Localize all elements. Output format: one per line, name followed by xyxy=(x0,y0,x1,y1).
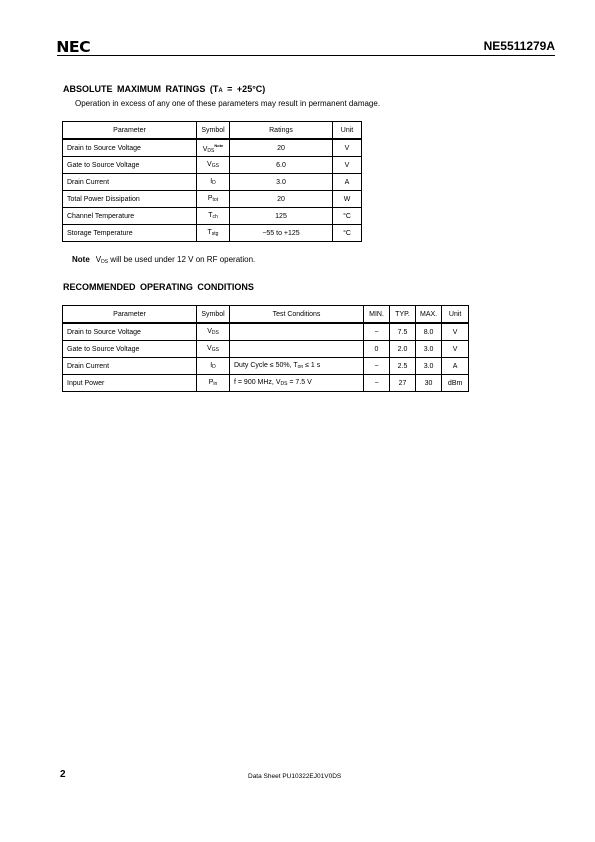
symbol-cell xyxy=(197,157,230,174)
col-header-min: MIN. xyxy=(364,306,390,324)
symbol-text: P xyxy=(208,379,214,386)
typ-cell: 7.5 xyxy=(390,323,416,341)
max-cell: 3.0 xyxy=(416,358,442,375)
col-header-unit: Unit xyxy=(442,306,469,324)
col-header-symbol: Symbol xyxy=(197,306,230,324)
abs-max-title-prefix: ABSOLUTE MAXIMUM RATINGS (T xyxy=(63,84,219,94)
symbol-cell xyxy=(197,139,230,157)
symbol-subscript: D xyxy=(212,364,216,370)
unit-cell: V xyxy=(442,341,469,358)
rating-cell: 20 xyxy=(230,139,333,157)
unit-cell: dBm xyxy=(442,375,469,392)
parameter-cell: Drain Current xyxy=(63,358,197,375)
conditions-subscript: DS xyxy=(280,381,288,387)
test-conditions-cell xyxy=(230,341,364,358)
abs-max-description: Operation in excess of any one of these parameters may result in permanent damage. xyxy=(75,99,381,108)
table-row xyxy=(63,323,469,341)
table-row xyxy=(63,139,362,157)
typ-cell: 2.5 xyxy=(390,358,416,375)
parameter-cell: Channel Temperature xyxy=(63,208,197,225)
parameter-cell: Drain to Source Voltage xyxy=(63,323,197,341)
unit-cell: A xyxy=(333,174,362,191)
symbol-cell xyxy=(197,375,230,392)
rating-cell: 125 xyxy=(230,208,333,225)
col-header-parameter: Parameter xyxy=(63,122,197,140)
symbol-subscript: DS xyxy=(211,330,219,336)
table-row xyxy=(63,341,469,358)
rating-cell: 3.0 xyxy=(230,174,333,191)
test-conditions-cell xyxy=(230,358,364,375)
symbol-subscript: in xyxy=(213,381,218,387)
col-header-symbol: Symbol xyxy=(197,122,230,140)
footer-doc-ref: Data Sheet PU10322EJ01V0DS xyxy=(248,773,342,780)
table-row xyxy=(63,191,362,208)
abs-max-table xyxy=(62,121,362,242)
recommended-title: RECOMMENDED OPERATING CONDITIONS xyxy=(63,282,254,292)
symbol-cell xyxy=(197,358,230,375)
rating-cell: 20 xyxy=(230,191,333,208)
parameter-cell: Gate to Source Voltage xyxy=(63,157,197,174)
symbol-cell xyxy=(197,174,230,191)
unit-cell: V xyxy=(333,157,362,174)
unit-cell: W xyxy=(333,191,362,208)
nec-logo: NEC xyxy=(56,38,91,56)
parameter-cell: Gate to Source Voltage xyxy=(63,341,197,358)
min-cell: − xyxy=(364,323,390,341)
symbol-text: V xyxy=(207,328,212,335)
note-superscript: Note xyxy=(214,142,224,148)
symbol-cell xyxy=(197,341,230,358)
table-row xyxy=(63,208,362,225)
min-cell: 0 xyxy=(364,341,390,358)
col-header-parameter: Parameter xyxy=(63,306,197,324)
test-conditions-cell xyxy=(230,375,364,392)
table-row xyxy=(63,358,469,375)
unit-cell: V xyxy=(333,139,362,157)
table-row xyxy=(63,174,362,191)
symbol-text: T xyxy=(207,229,212,236)
symbol-subscript: ch xyxy=(212,214,218,220)
symbol-text: P xyxy=(207,195,213,202)
abs-max-title-sub: A xyxy=(218,88,223,94)
symbol-text: V xyxy=(202,145,208,153)
symbol-subscript: GS xyxy=(211,347,219,353)
parameter-cell: Drain to Source Voltage xyxy=(63,139,197,157)
unit-cell: V xyxy=(442,323,469,341)
table-row xyxy=(63,375,469,392)
symbol-cell xyxy=(197,208,230,225)
parameter-cell: Total Power Dissipation xyxy=(63,191,197,208)
col-header-max: MAX. xyxy=(416,306,442,324)
note-body: will be used under 12 V on RF operation. xyxy=(108,255,256,264)
recommended-header-row xyxy=(63,306,469,324)
symbol-text: V xyxy=(207,161,212,168)
abs-max-title xyxy=(63,84,265,94)
col-header-test-conditions: Test Conditions xyxy=(230,306,364,324)
table-row xyxy=(63,157,362,174)
page-number: 2 xyxy=(60,769,66,780)
unit-cell: °C xyxy=(333,225,362,242)
col-header-ratings: Ratings xyxy=(230,122,333,140)
symbol-text: T xyxy=(208,212,213,219)
symbol-subscript: tot xyxy=(212,197,219,203)
conditions-text-end: ≤ 1 s xyxy=(303,362,321,369)
parameter-cell: Storage Temperature xyxy=(63,225,197,242)
parameter-cell: Drain Current xyxy=(63,174,197,191)
symbol-cell xyxy=(197,191,230,208)
symbol-subscript: stg xyxy=(211,231,219,237)
conditions-subscript: on xyxy=(297,364,304,370)
conditions-text-end: = 7.5 V xyxy=(287,379,312,386)
unit-cell: A xyxy=(442,358,469,375)
max-cell: 8.0 xyxy=(416,323,442,341)
symbol-subscript: DS xyxy=(207,147,215,154)
col-header-unit: Unit xyxy=(333,122,362,140)
parameter-cell: Input Power xyxy=(63,375,197,392)
test-conditions-cell xyxy=(230,323,364,341)
header-rule xyxy=(57,55,555,56)
recommended-table xyxy=(62,305,469,392)
table-row xyxy=(63,225,362,242)
symbol-cell xyxy=(197,323,230,341)
symbol-text: I xyxy=(210,178,213,185)
symbol-subscript: GS xyxy=(211,163,219,169)
rating-cell: −55 to +125 xyxy=(230,225,333,242)
symbol-text: I xyxy=(210,362,213,369)
note-symbol-subscript: DS xyxy=(101,259,109,265)
note-text xyxy=(72,255,255,265)
symbol-subscript: D xyxy=(212,180,216,186)
max-cell: 30 xyxy=(416,375,442,392)
conditions-text: f = 900 MHz, V xyxy=(234,379,281,386)
col-header-typ: TYP. xyxy=(390,306,416,324)
part-number: NE5511279A xyxy=(483,39,555,53)
note-symbol: V xyxy=(95,255,102,264)
note-label: Note xyxy=(72,255,90,264)
abs-max-header-row xyxy=(63,122,362,140)
typ-cell: 2.0 xyxy=(390,341,416,358)
min-cell: − xyxy=(364,375,390,392)
conditions-text: Duty Cycle ≤ 50%, T xyxy=(234,362,298,369)
min-cell: − xyxy=(364,358,390,375)
abs-max-title-suffix: = +25°C) xyxy=(222,84,266,94)
typ-cell: 27 xyxy=(390,375,416,392)
unit-cell: °C xyxy=(333,208,362,225)
rating-cell: 6.0 xyxy=(230,157,333,174)
max-cell: 3.0 xyxy=(416,341,442,358)
symbol-cell xyxy=(197,225,230,242)
symbol-text: V xyxy=(207,345,212,352)
